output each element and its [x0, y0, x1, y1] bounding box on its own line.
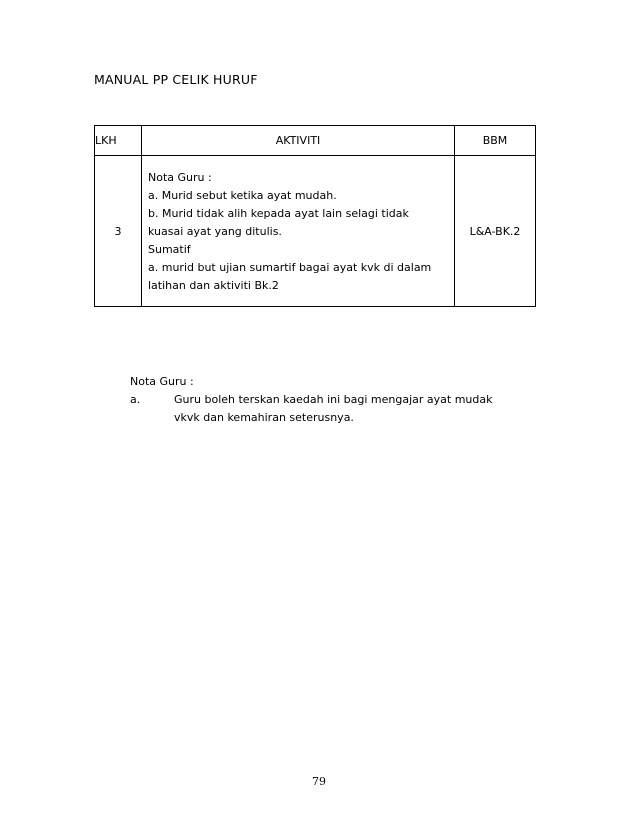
note-item-line: vkvk dan kemahiran seterusnya.: [174, 411, 354, 424]
aktiviti-line: a. murid but ujian sumartif bagai ayat kvk di dalam: [148, 261, 432, 274]
aktiviti-line: Sumatif: [148, 243, 191, 256]
table-header-row: [95, 126, 536, 156]
note-item-line: Guru boleh terskan kaedah ini bagi mengajar ayat mudak: [174, 393, 493, 406]
aktiviti-line: kuasai ayat yang ditulis.: [148, 225, 282, 238]
note-heading: Nota Guru :: [130, 375, 194, 388]
teacher-note: [130, 373, 493, 427]
activity-table: [94, 125, 536, 307]
lkh-cell: 3: [95, 156, 142, 307]
aktiviti-cell: [142, 156, 455, 307]
aktiviti-line: b. Murid tidak alih kepada ayat lain selagi tidak: [148, 207, 409, 220]
page-number: 79: [312, 775, 326, 788]
table-row: [95, 156, 536, 307]
aktiviti-line: latihan dan aktiviti Bk.2: [148, 279, 279, 292]
aktiviti-line: Nota Guru :: [148, 171, 212, 184]
note-item: [130, 391, 493, 427]
column-header-bbm: BBM: [455, 126, 536, 156]
note-item-marker: a.: [130, 393, 141, 406]
column-header-aktiviti: AKTIVITI: [142, 126, 455, 156]
document-title: MANUAL PP CELIK HURUF: [94, 72, 258, 87]
bbm-cell: L&A-BK.2: [455, 156, 536, 307]
note-item-text: [174, 391, 493, 427]
aktiviti-line: a. Murid sebut ketika ayat mudah.: [148, 189, 337, 202]
column-header-lkh: LKH: [95, 126, 142, 156]
